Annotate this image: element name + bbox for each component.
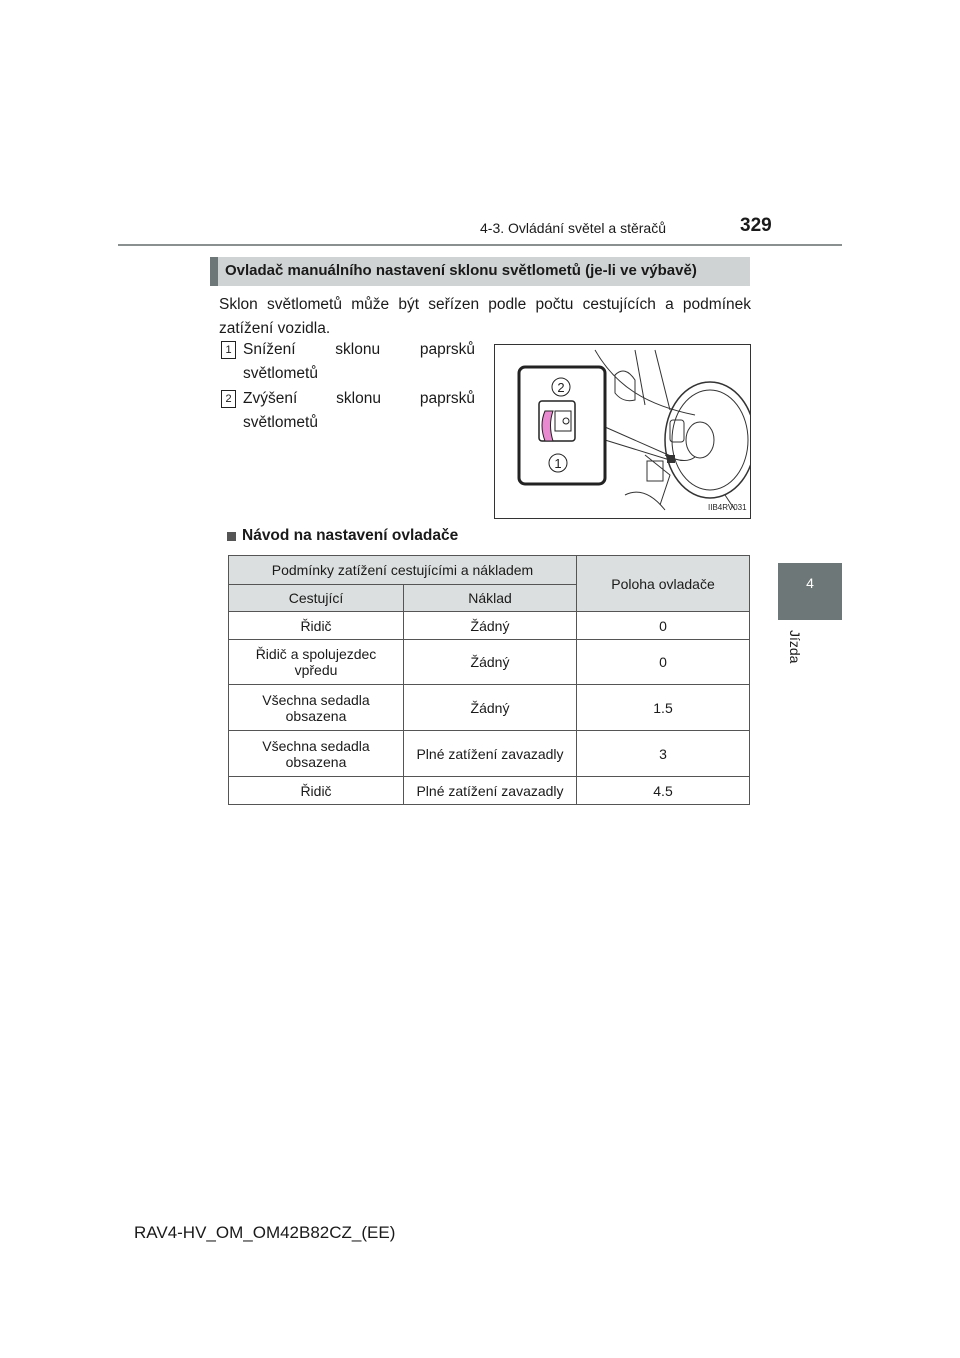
intro-paragraph: Sklon světlometů může být seřízen podle počtu cestujících a podmínek zatížení vozidla. bbox=[219, 296, 751, 337]
cell-position: 0 bbox=[577, 612, 750, 640]
table-col-cargo: Náklad bbox=[404, 585, 577, 612]
adjustment-table bbox=[228, 555, 750, 805]
callout-1: 1 bbox=[554, 456, 562, 471]
section-heading-accent bbox=[210, 257, 218, 286]
table-row bbox=[229, 731, 750, 777]
table-col-passengers: Cestující bbox=[229, 585, 404, 612]
header-divider bbox=[118, 244, 842, 246]
cell-passengers: Řidič a spolujezdec vpředu bbox=[229, 640, 404, 685]
dashboard-illustration bbox=[495, 345, 750, 518]
cell-position: 3 bbox=[577, 731, 750, 777]
cell-cargo: Žádný bbox=[404, 685, 577, 731]
sub-heading: Návod na nastavení ovladače bbox=[242, 527, 459, 544]
footer-document-code: RAV4-HV_OM_OM42B82CZ_(EE) bbox=[134, 1223, 396, 1242]
callout-2: 2 bbox=[557, 380, 565, 395]
table-row bbox=[229, 685, 750, 731]
cell-position: 0 bbox=[577, 640, 750, 685]
table-row bbox=[229, 640, 750, 685]
table-row bbox=[229, 777, 750, 805]
table-row bbox=[229, 612, 750, 640]
cell-cargo: Žádný bbox=[404, 612, 577, 640]
cell-passengers: Všechna sedadla obsazena bbox=[229, 731, 404, 777]
cell-cargo: Žádný bbox=[404, 640, 577, 685]
chapter-tab bbox=[778, 563, 842, 620]
cell-position: 1.5 bbox=[577, 685, 750, 731]
cell-passengers: Řidič bbox=[229, 777, 404, 805]
cell-cargo: Plné zatížení zavazadly bbox=[404, 777, 577, 805]
sub-heading-square-icon bbox=[227, 532, 236, 541]
header-section-title: 4-3. Ovládání světel a stěračů bbox=[480, 220, 666, 236]
cell-position: 4.5 bbox=[577, 777, 750, 805]
table-position-header: Poloha ovladače bbox=[577, 556, 750, 612]
item-text-2: Zvýšení sklonu paprsků světlometů bbox=[243, 390, 475, 431]
page-number: 329 bbox=[740, 215, 772, 236]
cell-passengers: Všechna sedadla obsazena bbox=[229, 685, 404, 731]
chapter-tab-label: Jízda bbox=[787, 630, 803, 664]
item-badge-2: 2 bbox=[221, 390, 236, 408]
headlight-leveling-figure bbox=[494, 344, 751, 519]
chapter-tab-number: 4 bbox=[806, 575, 814, 591]
cell-passengers: Řidič bbox=[229, 612, 404, 640]
item-badge-1: 1 bbox=[221, 341, 236, 359]
section-heading: Ovladač manuálního nastavení sklonu světlometů (je-li ve výbavě) bbox=[225, 262, 697, 279]
figure-code: IIB4RV031 bbox=[708, 503, 747, 512]
table-group-header: Podmínky zatížení cestujícími a nákladem bbox=[229, 556, 577, 585]
cell-cargo: Plné zatížení zavazadly bbox=[404, 731, 577, 777]
item-text-1: Snížení sklonu paprsků světlometů bbox=[243, 341, 475, 382]
